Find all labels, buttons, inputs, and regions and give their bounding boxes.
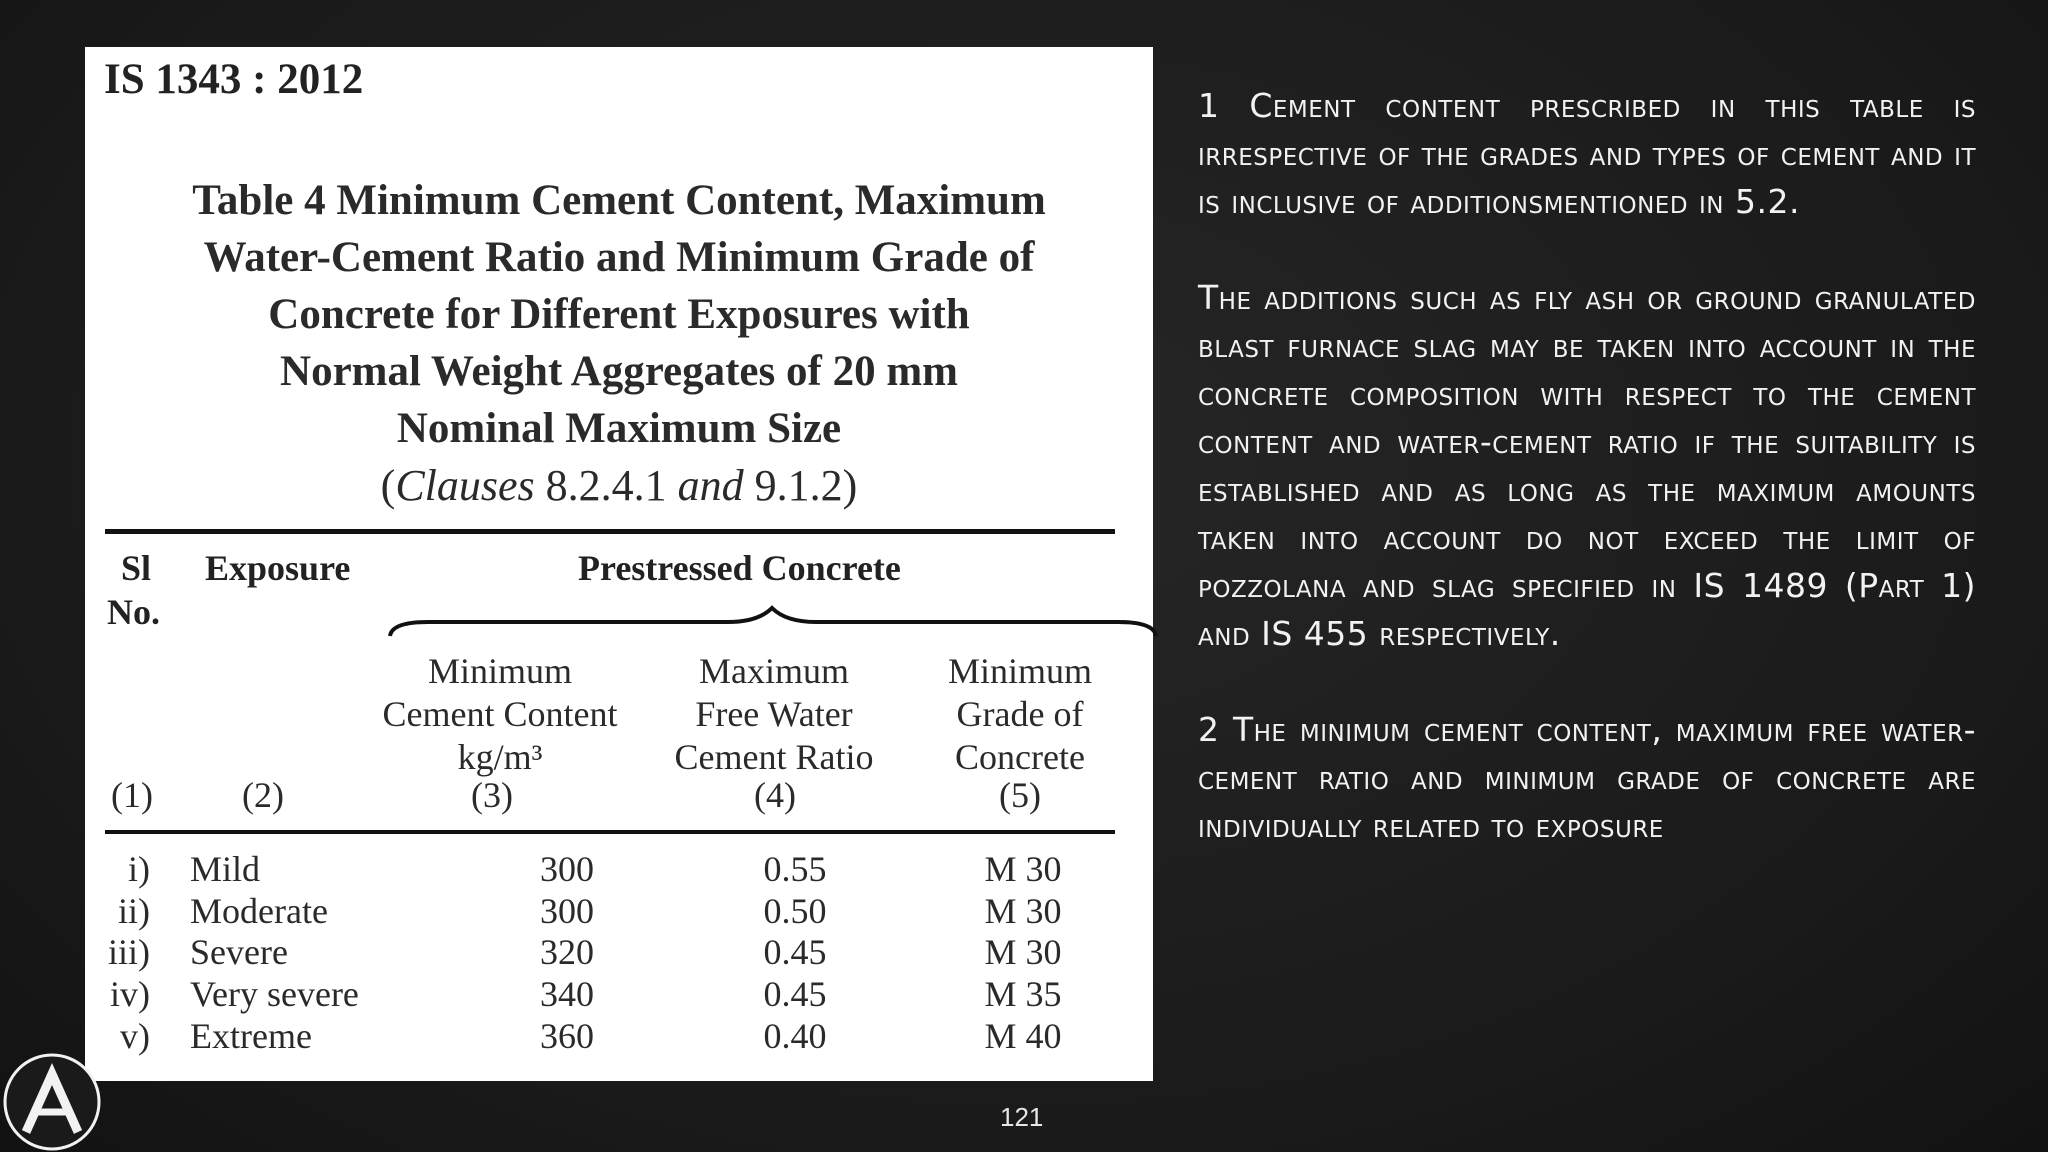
note-1: 1 Cement content prescribed in this table is irrespective of the grades and types of cement and it is inclusive of additionsmentioned in 5.2. — [1198, 86, 1976, 221]
column-number: (3) — [471, 775, 513, 815]
row-sl: iii) — [108, 932, 150, 972]
clauses-reference — [85, 460, 1153, 511]
header-col4 — [659, 650, 889, 779]
row-cement: 300 — [540, 891, 594, 931]
circle-a-logo-icon — [0, 1050, 104, 1152]
clauses-open: ( — [380, 461, 396, 510]
row-ratio: 0.45 — [763, 932, 827, 972]
table-row — [85, 848, 1153, 890]
column-number: (1) — [111, 775, 153, 815]
row-exposure: Extreme — [190, 1016, 312, 1056]
clauses-and: and — [677, 461, 744, 510]
row-exposure: Severe — [190, 932, 288, 972]
page-number: 121 — [1000, 1102, 1044, 1132]
note-2: 2 The minimum cement content, maximum free water-cement ratio and minimum grade of concrete are individually related to exposure — [1198, 710, 1976, 845]
clauses-num1: 8.2.4.1 — [534, 461, 678, 510]
column-number: (2) — [242, 775, 284, 815]
row-grade: M 40 — [984, 1016, 1062, 1056]
row-ratio: 0.40 — [763, 1016, 827, 1056]
row-exposure: Mild — [190, 849, 261, 889]
row-cement: 340 — [540, 974, 594, 1014]
table-title — [85, 172, 1153, 457]
row-exposure: Moderate — [190, 891, 328, 931]
table-card — [85, 47, 1153, 1081]
clauses-num2: 9.1.2) — [743, 461, 858, 510]
header-col5-line: Grade of — [956, 694, 1084, 734]
table-row — [85, 1015, 1153, 1057]
table-title-line: Nominal Maximum Size — [396, 405, 842, 452]
table-title-line: Water-Cement Ratio and Minimum Grade of — [203, 234, 1035, 281]
row-cement: 360 — [540, 1016, 594, 1056]
header-col3 — [375, 650, 625, 779]
header-col3-line: Minimum — [427, 651, 573, 691]
header-no: No. — [107, 592, 160, 632]
row-grade: M 35 — [984, 974, 1062, 1014]
row-ratio: 0.55 — [763, 849, 827, 889]
header-col5-line: Concrete — [955, 737, 1085, 777]
row-grade: M 30 — [984, 932, 1062, 972]
row-ratio: 0.50 — [763, 891, 827, 931]
header-col5 — [930, 650, 1110, 779]
header-col3-line: kg/m³ — [457, 737, 543, 777]
clauses-word: Clauses — [395, 461, 535, 510]
table-title-line: Normal Weight Aggregates of 20 mm — [280, 348, 958, 395]
table-row — [85, 931, 1153, 973]
header-col4-line: Maximum — [699, 651, 849, 691]
header-col4-line: Free Water — [695, 694, 853, 734]
table-row — [85, 973, 1153, 1015]
header-sl: Sl — [121, 548, 152, 588]
header-col5-line: Minimum — [947, 651, 1093, 691]
header-exposure: Exposure — [205, 548, 351, 588]
row-ratio: 0.45 — [763, 974, 827, 1014]
table-top-rule — [105, 529, 1115, 534]
notes-panel — [1198, 82, 1976, 898]
row-sl: iv) — [110, 974, 150, 1014]
header-col4-line: Cement Ratio — [674, 737, 874, 777]
standard-number: IS 1343 : 2012 — [104, 56, 364, 103]
column-number: (5) — [999, 775, 1041, 815]
table-title-line: Concrete for Different Exposures with — [268, 291, 970, 338]
header-prestressed-concrete: Prestressed Concrete — [578, 548, 901, 588]
row-cement: 300 — [540, 849, 594, 889]
row-grade: M 30 — [984, 891, 1062, 931]
row-sl: ii) — [118, 891, 150, 931]
column-number: (4) — [754, 775, 796, 815]
row-cement: 320 — [540, 932, 594, 972]
table-header-rule — [105, 830, 1115, 834]
curly-brace-icon — [388, 602, 1210, 642]
header-col3-line: Cement Content — [382, 694, 618, 734]
row-exposure: Very severe — [190, 974, 359, 1014]
table-title-line: Table 4 Minimum Cement Content, Maximum — [192, 177, 1046, 224]
row-grade: M 30 — [984, 849, 1062, 889]
row-sl: v) — [120, 1016, 150, 1056]
table-row — [85, 890, 1153, 932]
row-sl: i) — [128, 849, 150, 889]
note-1-continued: The additions such as fly ash or ground granulated blast furnace slag may be taken into account in the concrete composition with respect to the cement content and water-cement ratio if the suitability is established and as long as the maximum amounts taken into account do not exceed the limit of pozzolana and slag specified in IS 1489 (Part 1) and IS 455 respectively. — [1198, 278, 1976, 653]
